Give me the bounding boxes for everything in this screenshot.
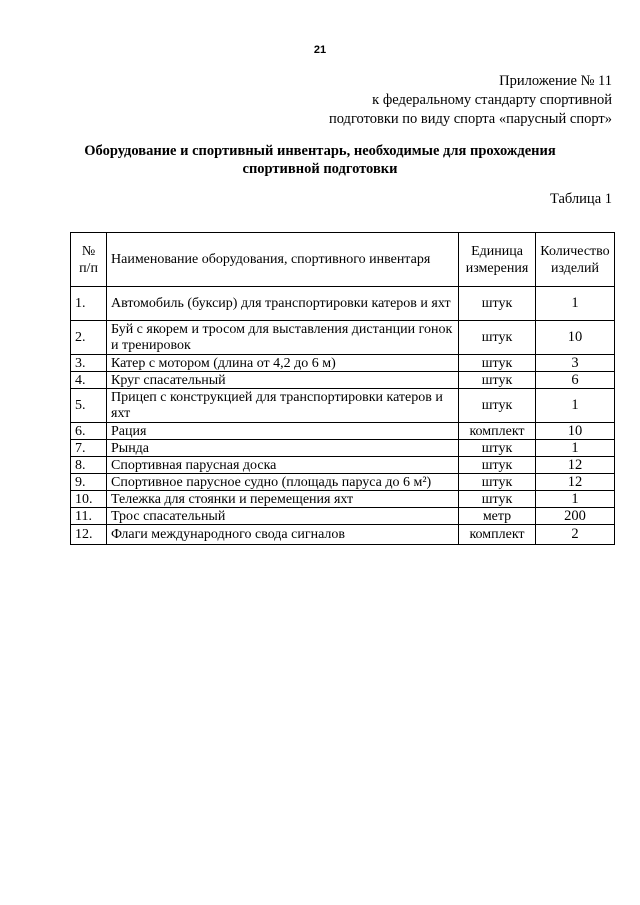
row-unit: комплект <box>459 423 536 440</box>
row-quantity: 3 <box>536 355 615 372</box>
title-line: Оборудование и спортивный инвентарь, необходимые для прохождения <box>84 143 556 159</box>
row-number: 4. <box>71 372 107 389</box>
header-quantity: Количество изделий <box>536 233 615 287</box>
header-unit: Единица измерения <box>459 233 536 287</box>
row-quantity: 6 <box>536 372 615 389</box>
row-quantity: 1 <box>536 440 615 457</box>
table-label: Таблица 1 <box>549 191 612 207</box>
header-name: Наименование оборудования, спортивного инвентаря <box>107 233 459 287</box>
appendix-heading <box>329 72 612 129</box>
table-row <box>71 474 615 491</box>
header-number: № п/п <box>71 233 107 287</box>
row-name: Автомобиль (буксир) для транспортировки катеров и яхт <box>107 287 459 321</box>
row-unit: комплект <box>459 525 536 545</box>
row-unit: штук <box>459 372 536 389</box>
row-unit: штук <box>459 287 536 321</box>
row-number: 10. <box>71 491 107 508</box>
row-name: Спортивная парусная доска <box>107 457 459 474</box>
row-unit: штук <box>459 389 536 423</box>
row-name: Рында <box>107 440 459 457</box>
row-quantity: 1 <box>536 491 615 508</box>
table-row <box>71 525 615 545</box>
row-name: Прицеп с конструкцией для транспортировки катеров и яхт <box>107 389 459 423</box>
row-number: 11. <box>71 508 107 525</box>
row-number: 8. <box>71 457 107 474</box>
row-number: 5. <box>71 389 107 423</box>
table-row <box>71 508 615 525</box>
row-name: Флаги международного свода сигналов <box>107 525 459 545</box>
table-row <box>71 457 615 474</box>
row-name: Круг спасательный <box>107 372 459 389</box>
row-quantity: 200 <box>536 508 615 525</box>
table-row <box>71 372 615 389</box>
row-unit: штук <box>459 355 536 372</box>
table-row <box>71 321 615 355</box>
row-unit: штук <box>459 474 536 491</box>
row-quantity: 12 <box>536 457 615 474</box>
row-quantity: 10 <box>536 423 615 440</box>
table-row <box>71 491 615 508</box>
row-unit: штук <box>459 457 536 474</box>
table-header-row <box>71 233 615 287</box>
row-unit: штук <box>459 491 536 508</box>
row-name: Тележка для стоянки и перемещения яхт <box>107 491 459 508</box>
equipment-table <box>70 232 615 545</box>
row-unit: метр <box>459 508 536 525</box>
table-row <box>71 389 615 423</box>
row-quantity: 10 <box>536 321 615 355</box>
row-number: 7. <box>71 440 107 457</box>
table-row <box>71 423 615 440</box>
appendix-line: Приложение № 11 <box>499 73 612 89</box>
row-number: 1. <box>71 287 107 321</box>
document-title <box>40 142 600 178</box>
title-line: спортивной подготовки <box>242 161 398 177</box>
row-name: Рация <box>107 423 459 440</box>
row-name: Трос спасательный <box>107 508 459 525</box>
row-unit: штук <box>459 321 536 355</box>
table-row <box>71 355 615 372</box>
row-quantity: 12 <box>536 474 615 491</box>
row-quantity: 1 <box>536 287 615 321</box>
row-number: 12. <box>71 525 107 545</box>
row-number: 2. <box>71 321 107 355</box>
table-row <box>71 287 615 321</box>
page-number: 21 <box>313 44 327 56</box>
row-name: Катер с мотором (длина от 4,2 до 6 м) <box>107 355 459 372</box>
row-name: Спортивное парусное судно (площадь паруса до 6 м²) <box>107 474 459 491</box>
appendix-line: подготовки по виду спорта «парусный спорт» <box>328 111 612 127</box>
row-quantity: 2 <box>536 525 615 545</box>
row-number: 9. <box>71 474 107 491</box>
row-number: 6. <box>71 423 107 440</box>
row-number: 3. <box>71 355 107 372</box>
row-quantity: 1 <box>536 389 615 423</box>
table-row <box>71 440 615 457</box>
row-unit: штук <box>459 440 536 457</box>
row-name: Буй с якорем и тросом для выставления дистанции гонок и тренировок <box>107 321 459 355</box>
appendix-line: к федеральному стандарту спортивной <box>372 92 612 108</box>
